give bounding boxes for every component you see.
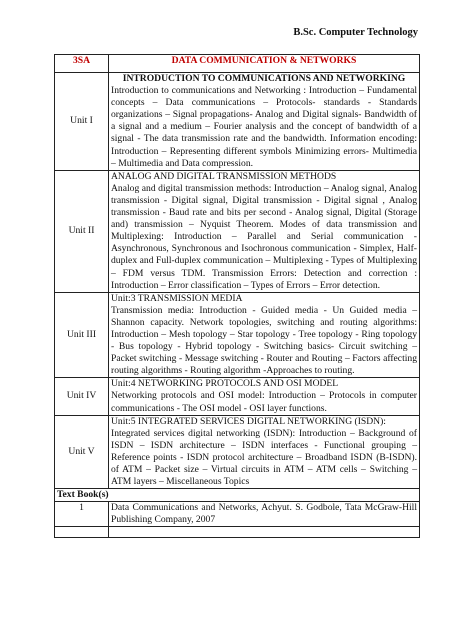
empty-row — [55, 527, 420, 538]
textbooks-heading: Text Book(s) — [55, 489, 420, 502]
textbook-number: 1 — [55, 502, 109, 527]
unit-description: Transmission media: Introduction - Guided media - Un Guided media – Shannon capacity. Network topologies, switching and routing algorithms: Introduction – Mesh topology – Star topology - Tree topology - Ring topology - Bus topology - Hybrid topology - Switching basics- Circuit switching – Packet switching - Message switching - Router and Routing – Factors affecting routing algorithms - Routing algorithm -Approaches to routing. — [111, 304, 417, 377]
unit-content-cell — [109, 73, 420, 171]
unit-title: Unit:3 TRANSMISSION MEDIA — [111, 292, 243, 304]
unit-label: Unit II — [55, 170, 109, 292]
unit-label: Unit V — [55, 415, 109, 489]
course-code: 3SA — [55, 55, 109, 73]
textbooks-heading-row — [55, 489, 420, 502]
syllabus-table — [54, 54, 420, 538]
unit-row — [55, 415, 420, 489]
unit-label: Unit I — [55, 73, 109, 171]
unit-row — [55, 170, 420, 292]
unit-description: Integrated services digital networking (ISDN): Introduction – Background of ISDN – ISDN architecture – ISDN interfaces - Functional grouping – Reference points - ISDN protocol architecture – Broadband ISDN (B-ISDN). of ATM – Packet size – Virtual circuits in ATM – ATM cells – Switching – ATM layers – Miscellaneous Topics — [111, 427, 417, 488]
empty-cell — [55, 527, 109, 538]
unit-label: Unit IV — [55, 378, 109, 415]
unit-content-cell — [109, 378, 420, 415]
unit-title: INTRODUCTION TO COMMUNICATIONS AND NETWORKING — [122, 73, 406, 84]
unit-row — [55, 73, 420, 171]
unit-description: Networking protocols and OSI model: Introduction – Protocols in computer communications - The OSI model - OSI layer functions. — [111, 390, 417, 414]
unit-content-cell — [109, 170, 420, 292]
textbook-row — [55, 502, 420, 527]
unit-content-cell — [109, 292, 420, 378]
unit-description: Introduction to communications and Networking : Introduction – Fundamental concepts – Data communications – Protocols- standards - Standards organizations – Signal propagations- Analog and Digital signals- Bandwidth of a signal and a medium – Fourier analysis and the concept of bandwidth of a signal - The data transmission rate and the bandwidth. Information encoding: Introduction – Representing different symbols Minimizing errors- Multimedia – Multimedia and Data compression. — [111, 85, 417, 169]
unit-description: Analog and digital transmission methods: Introduction – Analog signal, Analog transmission - Digital signal, Digital transmission - Digital signal , Analog transmission - Baud rate and bits per second - Analog signal, Digital (Storage and) transmission – Nyquist Theorem. Modes of data transmission and Multiplexing: Introduction – Parallel and Serial communication - Asynchronous, Synchronous and Isochronous communication - Simplex, Half-duplex and Full-duplex communication – Multiplexing - Types of Multiplexing – FDM versus TDM. Transmission Errors: Detection and correction : Introduction – Error classification – Types of Errors – Error detection. — [111, 182, 417, 291]
empty-cell — [109, 527, 420, 538]
unit-title: Unit:5 INTEGRATED SERVICES DIGITAL NETWORKING (ISDN): — [111, 415, 386, 427]
unit-row — [55, 378, 420, 415]
textbook-citation: Data Communications and Networks, Achyut. S. Godbole, Tata McGraw-Hill Publishing Company, 2007 — [109, 502, 420, 527]
course-title: DATA COMMUNICATION & NETWORKS — [109, 55, 420, 73]
unit-row — [55, 292, 420, 378]
unit-label: Unit III — [55, 292, 109, 378]
page-header: B.Sc. Computer Technology — [293, 27, 418, 38]
unit-title: Unit:4 NETWORKING PROTOCOLS AND OSI MODEL — [111, 378, 339, 390]
unit-content-cell — [109, 415, 420, 489]
course-header-row — [55, 55, 420, 73]
unit-title: ANALOG AND DIGITAL TRANSMISSION METHODS — [111, 170, 337, 182]
